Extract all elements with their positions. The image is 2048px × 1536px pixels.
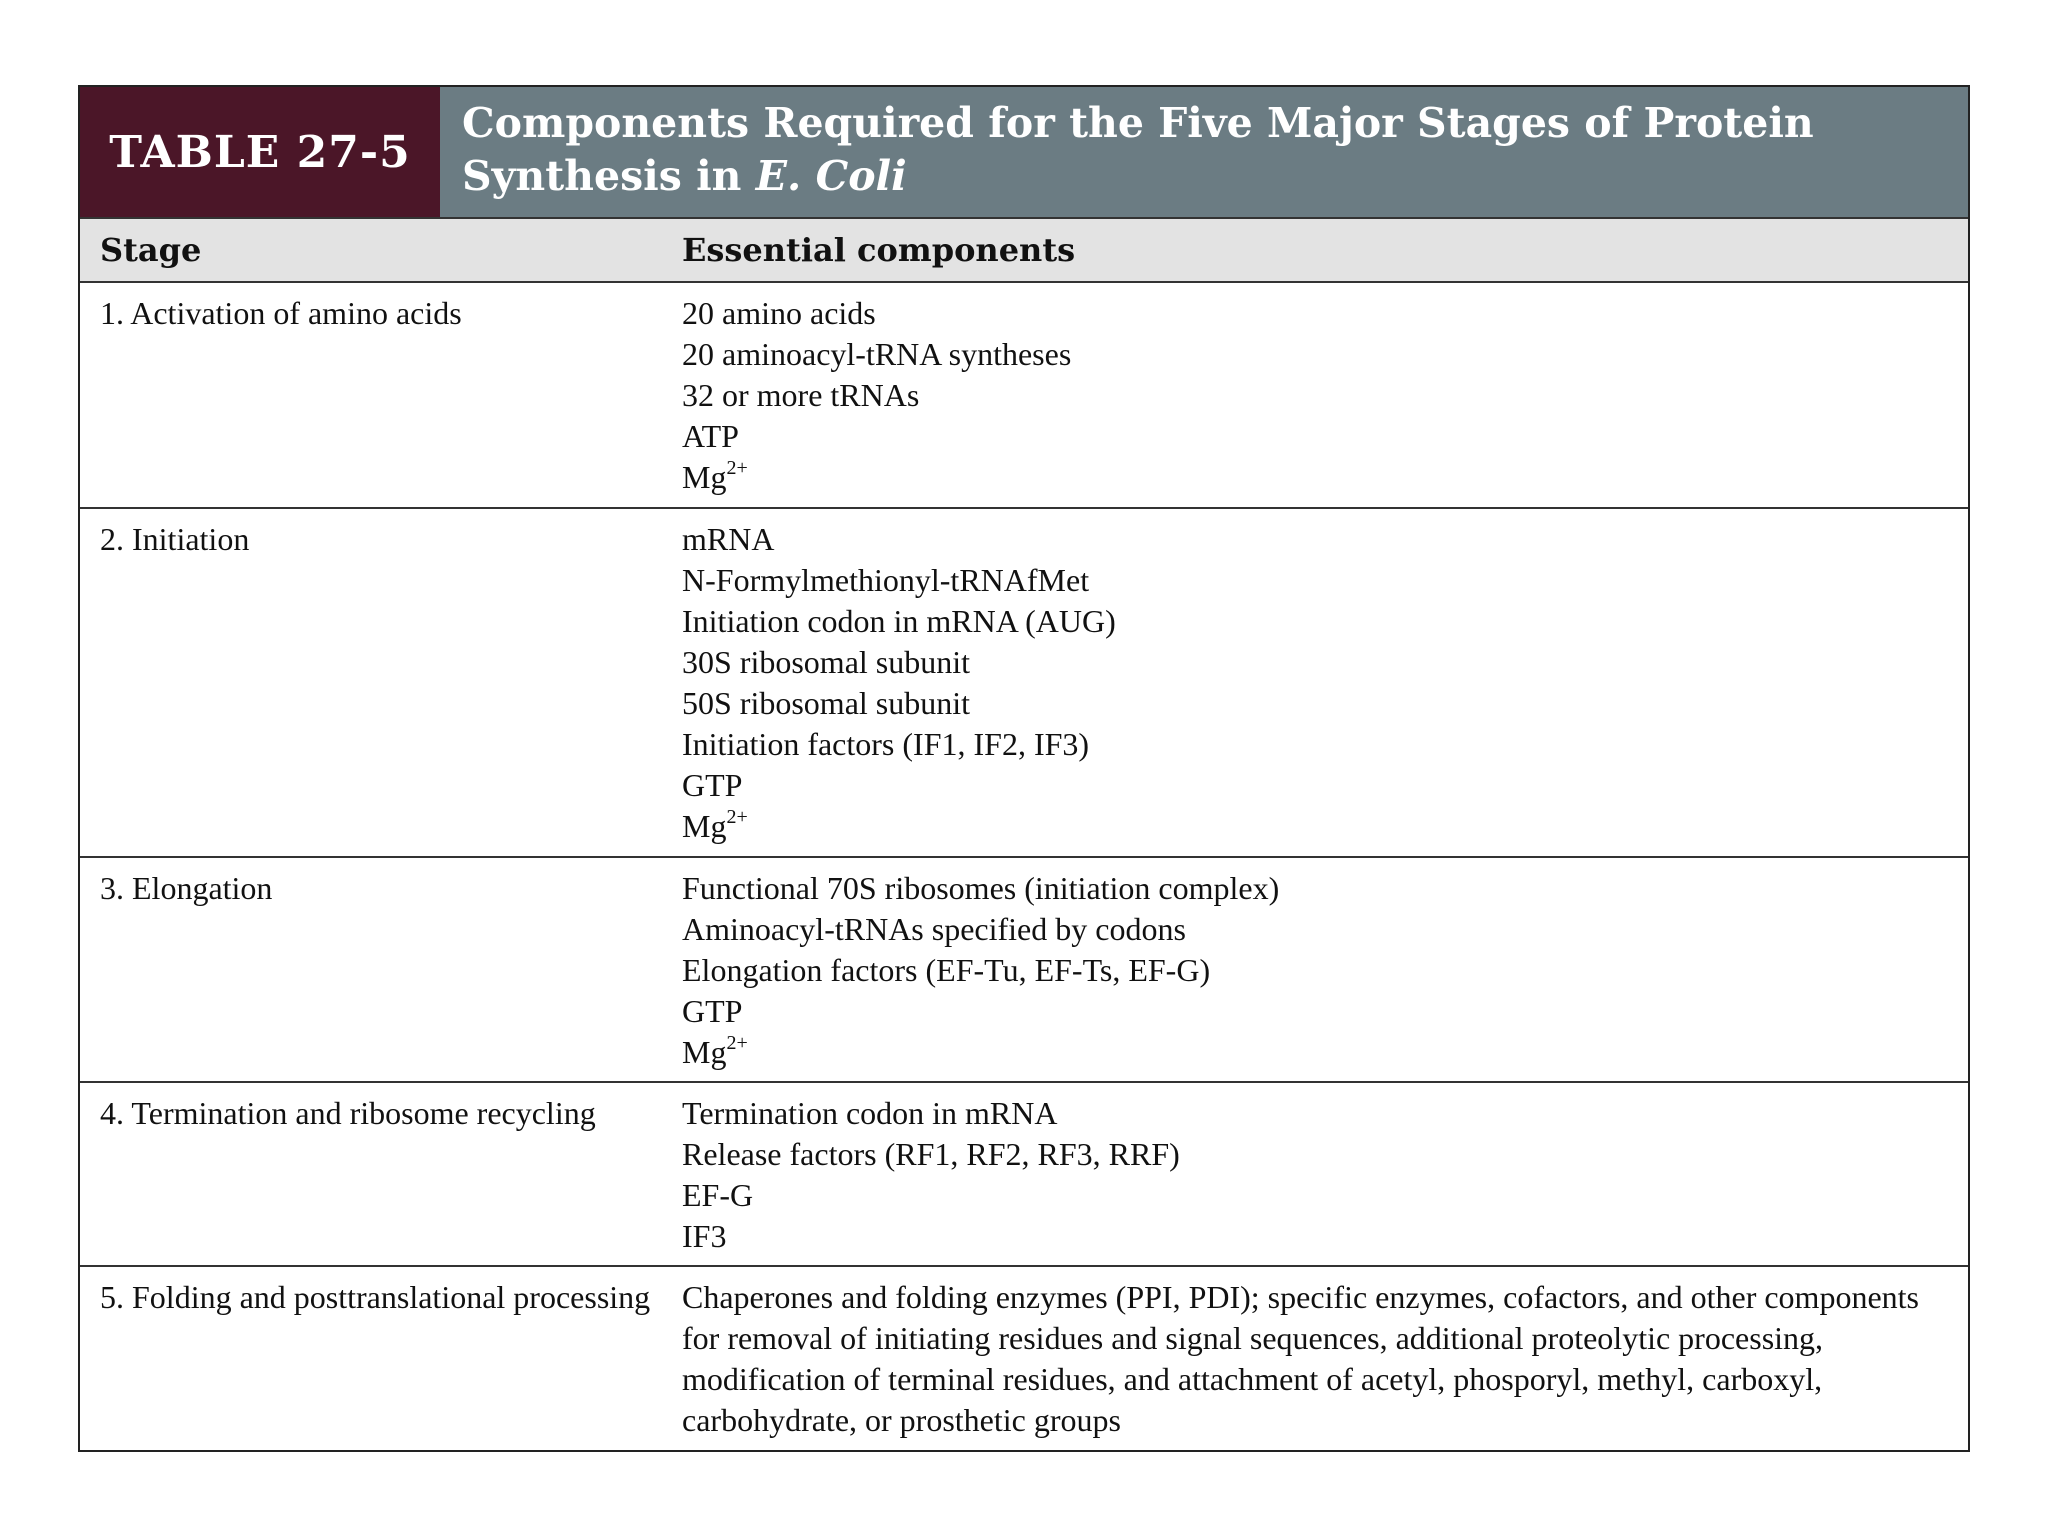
ion-charge-superscript: 2+ <box>726 457 748 479</box>
component-text: GTP <box>682 993 743 1029</box>
table-title-italic: E. Coli <box>755 152 907 200</box>
component-text: GTP <box>682 767 743 803</box>
component-item <box>682 334 1938 375</box>
component-text: mRNA <box>682 521 775 557</box>
table-title <box>440 87 1968 217</box>
component-item <box>682 868 1938 909</box>
component-text: 32 or more tRNAs <box>682 377 920 413</box>
stage-cell: 1. Activation of amino acids <box>100 295 462 331</box>
components-cell <box>682 1267 1968 1450</box>
table-row <box>80 509 1968 858</box>
component-item <box>682 1032 1938 1073</box>
component-text: 20 amino acids <box>682 295 876 331</box>
component-item <box>682 560 1938 601</box>
component-item <box>682 519 1938 560</box>
component-item <box>682 293 1938 334</box>
component-item <box>682 765 1938 806</box>
component-text: 30S ribosomal subunit <box>682 644 971 680</box>
component-item <box>682 1216 1938 1257</box>
component-text: N-Formylmethionyl-tRNAfMet <box>682 562 1090 598</box>
component-item <box>682 601 1938 642</box>
component-item <box>682 1175 1938 1216</box>
stage-cell: 3. Elongation <box>100 870 273 906</box>
component-item <box>682 457 1938 498</box>
component-text: Aminoacyl-tRNAs specified by codons <box>682 911 1186 947</box>
component-item <box>682 950 1938 991</box>
table-row <box>80 283 1968 509</box>
stage-cell: 5. Folding and posttranslational processing <box>100 1279 651 1315</box>
component-text: 20 aminoacyl-tRNA syntheses <box>682 336 1072 372</box>
ion-charge-superscript: 2+ <box>726 806 748 828</box>
table-body <box>80 283 1968 1450</box>
component-text: Mg <box>682 808 727 844</box>
component-item <box>682 375 1938 416</box>
component-text: Release factors (RF1, RF2, RF3, RRF) <box>682 1136 1180 1172</box>
column-header-row <box>80 219 1968 283</box>
component-item <box>682 1134 1938 1175</box>
component-item <box>682 909 1938 950</box>
component-text: Mg <box>682 459 727 495</box>
column-header-stage: Stage <box>100 231 202 269</box>
component-item <box>682 1093 1938 1134</box>
table-row <box>80 1267 1968 1450</box>
component-text: Elongation factors (EF-Tu, EF-Ts, EF-G) <box>682 952 1211 988</box>
component-item <box>682 806 1938 847</box>
component-text: Functional 70S ribosomes (initiation complex) <box>682 870 1280 906</box>
ion-charge-superscript: 2+ <box>726 1032 748 1054</box>
components-paragraph: Chaperones and folding enzymes (PPI, PDI); specific enzymes, cofactors, and other components for removal of initiating residues and signal sequences, additional proteolytic processing, modification of terminal residues, and attachment of acetyl, phosporyl, methyl, carboxyl, carbohydrate, or prosthetic groups <box>682 1279 1919 1438</box>
component-text: IF3 <box>682 1218 727 1254</box>
component-text: Initiation codon in mRNA (AUG) <box>682 603 1116 639</box>
table-banner <box>80 87 1968 219</box>
component-item <box>682 416 1938 457</box>
table-row <box>80 1083 1968 1267</box>
components-cell <box>682 283 1968 507</box>
table-title-main: Components Required for the Five Major Stages of Protein Synthesis in <box>462 99 1814 200</box>
column-header-components: Essential components <box>682 231 1076 269</box>
component-item <box>682 642 1938 683</box>
component-text: Initiation factors (IF1, IF2, IF3) <box>682 726 1090 762</box>
components-cell <box>682 509 1968 856</box>
components-cell <box>682 858 1968 1081</box>
protein-synthesis-table <box>78 85 1970 1452</box>
components-cell <box>682 1083 1968 1265</box>
component-item <box>682 991 1938 1032</box>
table-number: TABLE 27-5 <box>80 87 440 217</box>
stage-cell: 4. Termination and ribosome recycling <box>100 1095 596 1131</box>
component-text: EF-G <box>682 1177 754 1213</box>
component-text: ATP <box>682 418 739 454</box>
component-text: 50S ribosomal subunit <box>682 685 971 721</box>
component-text: Termination codon in mRNA <box>682 1095 1058 1131</box>
component-item <box>682 724 1938 765</box>
stage-cell: 2. Initiation <box>100 521 250 557</box>
component-text: Mg <box>682 1034 727 1070</box>
table-row <box>80 858 1968 1083</box>
component-item <box>682 683 1938 724</box>
